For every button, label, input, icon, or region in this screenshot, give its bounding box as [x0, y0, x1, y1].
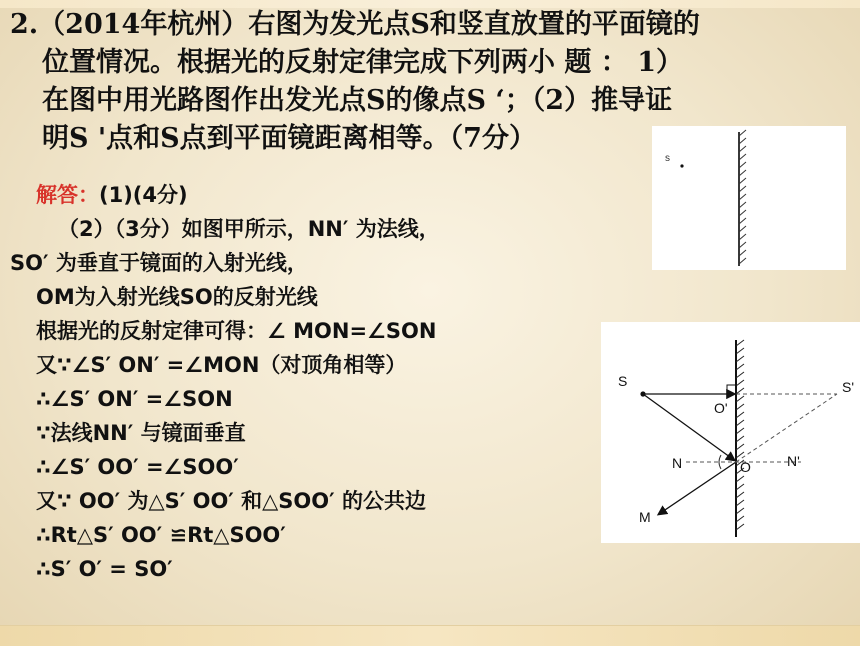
answer-line: 根据光的反射定律可得：∠ MON=∠SON [36, 319, 437, 343]
answer-line: ∴∠S′ ON′ =∠SON [36, 387, 233, 411]
answer-line [10, 178, 610, 212]
mirror-hatching [736, 340, 744, 530]
answer-line: ∴Rt△S′ OO′ ≌Rt△SOO′ [36, 523, 286, 547]
point-s [640, 391, 645, 396]
reflected-ray [659, 462, 736, 514]
question-line: 在图中用光路图作出发光点S的像点S ‘；（2）推导证 [42, 85, 673, 116]
answer-text [10, 178, 610, 586]
label-s: S [618, 373, 628, 389]
right-angle-mark [727, 385, 736, 394]
answer-line: 又∵ OO′ 为△S′ OO′ 和△SOO′ 的公共边 [36, 489, 426, 513]
light-point-s [680, 164, 683, 167]
answer-line: OM为入射光线SO的反射光线 [36, 285, 318, 309]
label-n: N [672, 455, 683, 471]
answer-line: 又∵∠S′ ON′ =∠MON（对顶角相等） [36, 353, 407, 377]
answer-line: SO′ 为垂直于镜面的入射光线， [10, 251, 308, 275]
question-line: 位置情况。根据光的反射定律完成下列两小 题 ： 1） [42, 47, 683, 78]
virtual-ray [736, 394, 837, 462]
question-line: 明S '点和S点到平面镜距离相等。（7分） [42, 123, 536, 154]
angle-arc [719, 455, 721, 469]
label-o-prime: O' [714, 400, 728, 416]
mirror-figure-small [652, 126, 846, 270]
answer-line: ∵法线NN′ 与镜面垂直 [36, 421, 246, 445]
label-n-prime: N' [787, 453, 800, 469]
mirror-diagram-small [652, 126, 846, 270]
answer-line: ∴∠S′ OO′ =∠SOO′ [36, 455, 239, 479]
answer-line: （2）（3分）如图甲所示，NN′ 为法线， [58, 217, 440, 241]
answer-part1: (1)(4分) [99, 183, 188, 207]
answer-title: 解答： [36, 183, 99, 207]
ray-diagram-figure [601, 322, 860, 543]
label-s-prime: S' [842, 379, 855, 395]
question-line: 2.（2014年杭州）右图为发光点S和竖直放置的平面镜的 [10, 9, 700, 40]
label-s: s [665, 153, 670, 164]
label-o: O [740, 459, 751, 475]
answer-line: ∴S′ O′ = SO′ [36, 557, 173, 581]
bottom-decor-bar [0, 625, 860, 646]
ray-diagram [601, 322, 860, 543]
label-m: M [639, 509, 651, 525]
mirror-hatching [739, 130, 746, 264]
